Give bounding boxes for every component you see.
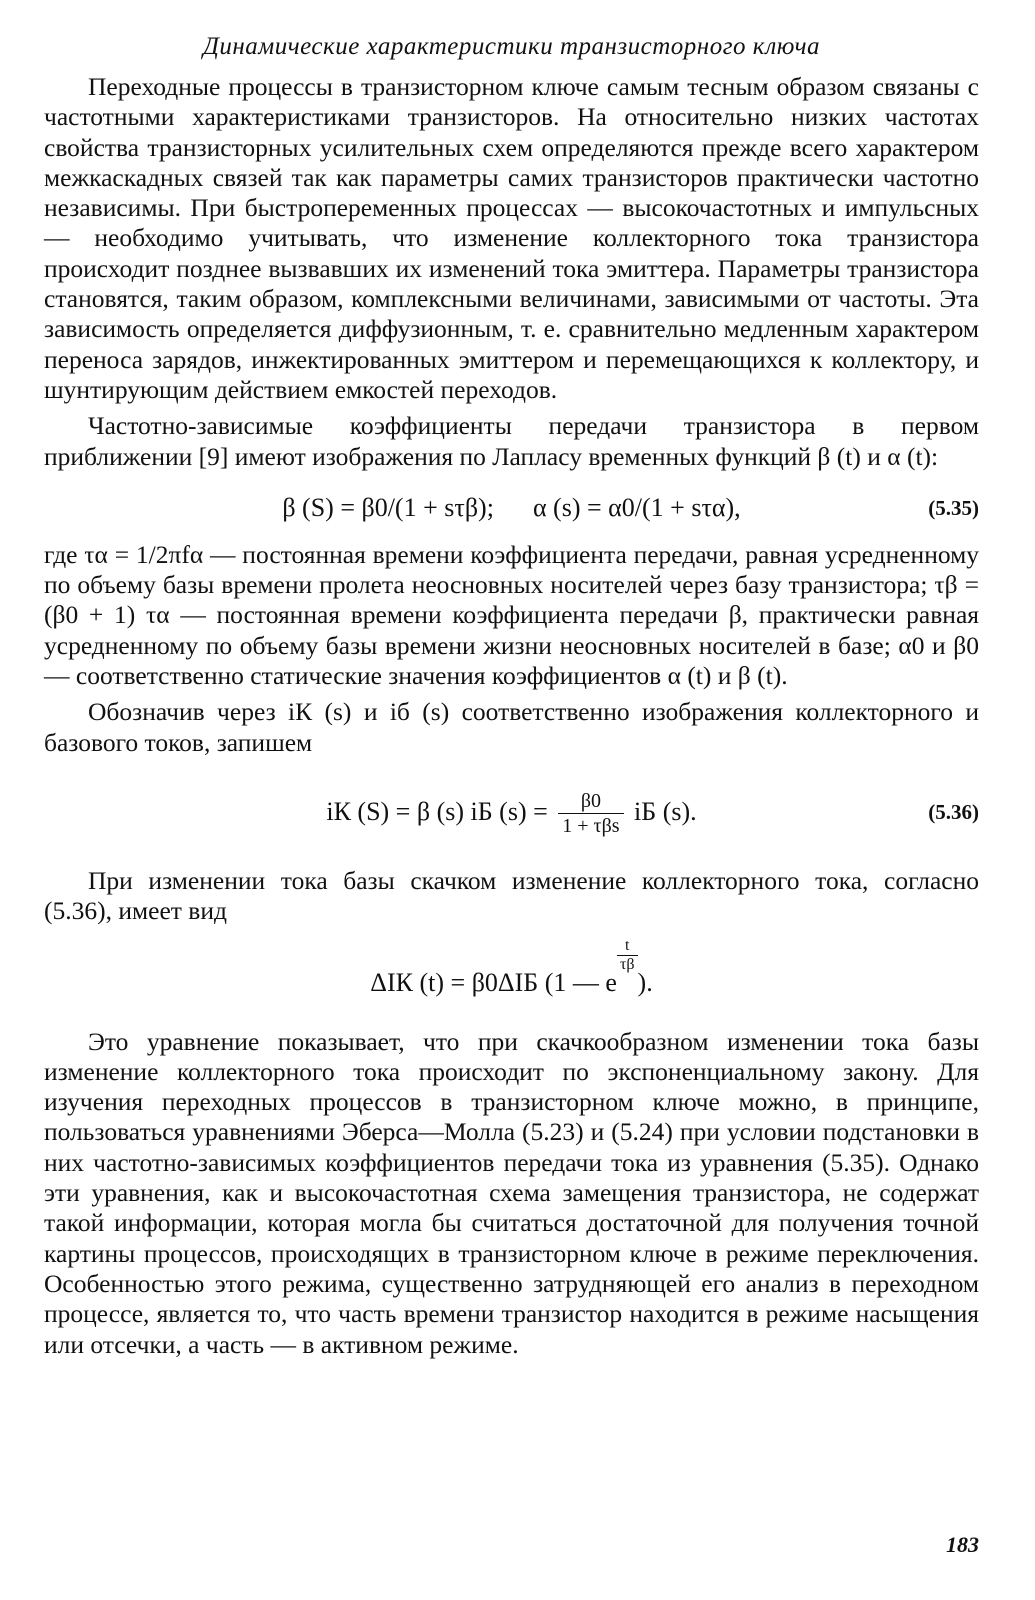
equation-5-36-numerator: β0	[558, 789, 623, 814]
equation-5-35-body	[44, 482, 979, 534]
equation-5-36-fraction	[558, 789, 623, 838]
equation-5-36	[44, 782, 979, 842]
paragraph-4: Обозначив через iК (s) и iб (s) соответственно изображения коллекторного и базового токов, запишем	[44, 697, 979, 757]
equation-step-response-body	[44, 937, 979, 1020]
equation-5-36-rhs: iБ (s).	[634, 796, 697, 826]
equation-5-35	[44, 482, 979, 534]
equation-5-35-right: α (s) = α0/(1 + sτα),	[532, 492, 741, 522]
page-number: 183	[946, 1532, 979, 1557]
paragraph-6: Это уравнение показывает, что при скачкообразном изменении тока базы изменение коллекторного тока происходит по экспоненциальному закону. Для изучения переходных процессов в транзисторном ключе можно, в принципе, пользоваться уравнениями Эберса—Молла (5.23) и (5.24) при условии подстановки в них частотно-зависимых коэффициентов передачи тока из уравнения (5.35). Однако эти уравнения, как и высокочастотная схема замещения транзистора, не содержат такой информации, которая могла бы считаться достаточной для получения точной картины процессов, происходящих в транзисторном ключе в режиме переключения. Особенностью этого режима, существенно затрудняющей его анализ в переходном процессе, является то, что часть времени транзистор находится в режиме насыщения или отсечки, а часть — в активном режиме.	[44, 1026, 979, 1359]
equation-step-response-rhs: ).	[637, 967, 653, 997]
page-content	[44, 30, 979, 1360]
equation-5-36-lhs: iК (S) = β (s) iБ (s) =	[326, 796, 548, 826]
equation-step-response-exp-denominator: τβ	[619, 955, 635, 973]
equation-step-response-exp-numerator: t	[617, 937, 638, 956]
equation-5-36-number: (5.36)	[928, 799, 979, 824]
section-heading: Динамические характеристики транзисторного ключа	[202, 33, 821, 60]
equation-5-36-body	[44, 782, 979, 842]
equation-step-response	[44, 937, 979, 1003]
equation-5-35-number: (5.35)	[928, 495, 979, 520]
paragraph-5: При изменении тока базы скачком изменение коллекторного тока, согласно (5.36), имеет вид	[44, 865, 979, 926]
equation-step-response-lhs: ΔIК (t) = β0ΔIБ (1 — e	[370, 967, 617, 997]
equation-step-response-exponent	[617, 937, 638, 974]
paragraph-3: где τα = 1/2πfα — постоянная времени коэффициента передачи, равная усредненному по объему базы времени пролета неосновных носителей через базу транзистора; τβ = (β0 + 1) τα — постоянная времени коэффициента передачи β, практически равная усредненному по объему базы времени жизни неосновных носителей в базе; α0 и β0 — соответственно статические значения коэффициентов α (t) и β (t).	[44, 539, 979, 691]
paragraph-2: Частотно-зависимые коэффициенты передачи транзистора в первом приближении [9] имеют изображения по Лапласу временных функций β (t) и α (t):	[44, 411, 979, 471]
paragraph-1: Переходные процессы в транзисторном ключе самым тесным образом связаны с частотными характеристиками транзисторов. На относительно низких частотах свойства транзисторных усилительных схем определяются прежде всего характером межкаскадных связей так как параметры самих транзисторов практически частотно независимы. При быстропеременных процессах — высокочастотных и импульсных — необходимо учитывать, что изменение коллекторного тока транзистора происходит позднее вызвавших их изменений тока эмиттера. Параметры транзистора становятся, таким образом, комплексными величинами, зависимыми от частоты. Эта зависимость определяется диффузионным, т. е. сравнительно медленным характером переноса зарядов, инжектированных эмиттером и перемещающихся к коллектору, и шунтирующим действием емкостей переходов.	[44, 72, 979, 404]
equation-5-36-denominator: 1 + τβs	[562, 815, 620, 838]
equation-5-35-left: β (S) = β0/(1 + sτβ);	[282, 492, 494, 522]
